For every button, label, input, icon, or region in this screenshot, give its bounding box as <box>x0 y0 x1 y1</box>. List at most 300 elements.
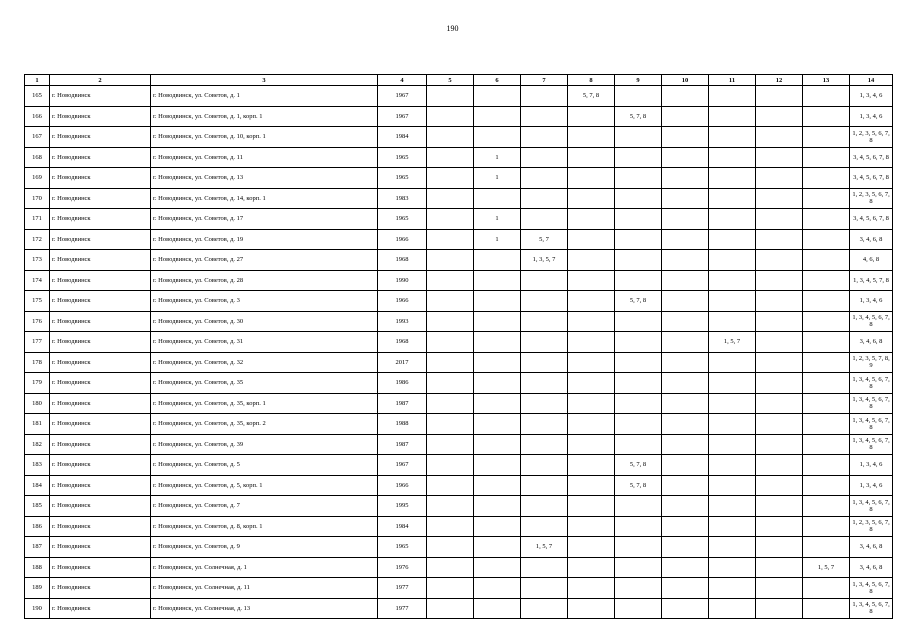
table-cell <box>615 516 662 537</box>
table-cell <box>568 352 615 373</box>
table-cell <box>756 598 803 619</box>
table-cell: 1, 5, 7 <box>709 332 756 353</box>
table-cell: 177 <box>25 332 50 353</box>
table-cell <box>615 209 662 230</box>
table-cell: 1, 3, 4, 5, 6, 7, 8 <box>850 311 893 332</box>
table-cell <box>474 516 521 537</box>
table-cell <box>662 291 709 312</box>
table-cell <box>709 147 756 168</box>
table-cell: 165 <box>25 86 50 107</box>
table-cell: г. Новодвинск, ул. Солнечная, д. 11 <box>151 578 378 599</box>
table-cell <box>709 537 756 558</box>
table-cell <box>756 229 803 250</box>
table-cell: 1 <box>474 147 521 168</box>
table-row <box>25 496 893 517</box>
table-cell <box>427 578 474 599</box>
table-cell: г. Новодвинск, ул. Советов, д. 10, корп. 1 <box>151 127 378 148</box>
table-cell <box>756 291 803 312</box>
table-cell <box>803 332 850 353</box>
table-cell <box>474 352 521 373</box>
table-cell <box>709 578 756 599</box>
table-cell <box>474 127 521 148</box>
table-cell: 169 <box>25 168 50 189</box>
table-cell <box>568 168 615 189</box>
table-cell <box>709 414 756 435</box>
table-cell: 1 <box>474 229 521 250</box>
table-row <box>25 127 893 148</box>
table-row <box>25 373 893 394</box>
table-cell: 1965 <box>378 147 427 168</box>
table-cell <box>756 475 803 496</box>
table-cell <box>474 475 521 496</box>
table-cell: г. Новодвинск, ул. Советов, д. 11 <box>151 147 378 168</box>
table-cell <box>427 311 474 332</box>
table-cell: 174 <box>25 270 50 291</box>
table-cell <box>615 270 662 291</box>
table-cell: г. Новодвинск, ул. Советов, д. 13 <box>151 168 378 189</box>
table-cell: 1968 <box>378 250 427 271</box>
table-cell <box>803 578 850 599</box>
table-cell <box>709 291 756 312</box>
table-cell: 1, 5, 7 <box>803 557 850 578</box>
table-cell <box>615 147 662 168</box>
table-cell: г. Новодвинск <box>50 229 151 250</box>
table-cell <box>662 598 709 619</box>
table-cell <box>709 598 756 619</box>
column-header: 13 <box>803 75 850 86</box>
table-row <box>25 455 893 476</box>
table-cell <box>427 434 474 455</box>
table-cell: 1986 <box>378 373 427 394</box>
table-cell <box>427 127 474 148</box>
table-cell: 5, 7, 8 <box>615 455 662 476</box>
table-cell <box>756 188 803 209</box>
table-cell <box>568 291 615 312</box>
table-body <box>25 86 893 619</box>
table-cell: 1, 2, 3, 5, 7, 8, 9 <box>850 352 893 373</box>
table-cell <box>521 516 568 537</box>
table-cell <box>568 598 615 619</box>
table-cell: г. Новодвинск <box>50 557 151 578</box>
table-cell: 1990 <box>378 270 427 291</box>
table-cell: 4, 6, 8 <box>850 250 893 271</box>
table-cell <box>568 496 615 517</box>
table-cell <box>427 475 474 496</box>
table-cell: 175 <box>25 291 50 312</box>
table-cell: г. Новодвинск <box>50 352 151 373</box>
column-header: 4 <box>378 75 427 86</box>
register-table <box>24 74 893 619</box>
table-cell <box>521 332 568 353</box>
table-cell <box>709 434 756 455</box>
table-cell <box>568 455 615 476</box>
table-cell: 1, 2, 3, 5, 6, 7, 8 <box>850 516 893 537</box>
table-cell: 1977 <box>378 598 427 619</box>
table-row <box>25 578 893 599</box>
table-cell: 1967 <box>378 86 427 107</box>
table-cell <box>803 516 850 537</box>
table-row <box>25 311 893 332</box>
table-cell: г. Новодвинск <box>50 168 151 189</box>
table-cell <box>427 373 474 394</box>
table-cell <box>521 127 568 148</box>
table-cell: г. Новодвинск, ул. Советов, д. 32 <box>151 352 378 373</box>
table-row <box>25 352 893 373</box>
table-cell <box>803 537 850 558</box>
table-cell <box>709 106 756 127</box>
table-cell: 1968 <box>378 332 427 353</box>
table-cell: 182 <box>25 434 50 455</box>
table-cell: 1, 2, 3, 5, 6, 7, 8 <box>850 188 893 209</box>
table-cell <box>615 311 662 332</box>
table-cell: 3, 4, 6, 8 <box>850 557 893 578</box>
table-cell <box>662 352 709 373</box>
table-cell: 1987 <box>378 393 427 414</box>
table-cell <box>474 414 521 435</box>
table-cell <box>568 475 615 496</box>
table-cell <box>427 496 474 517</box>
table-cell <box>756 270 803 291</box>
table-cell: 1965 <box>378 537 427 558</box>
table-cell <box>521 147 568 168</box>
table-cell: 1, 3, 4, 6 <box>850 455 893 476</box>
table-cell: 1967 <box>378 106 427 127</box>
table-cell: г. Новодвинск, ул. Советов, д. 8, корп. 1 <box>151 516 378 537</box>
table-cell <box>427 537 474 558</box>
table-row <box>25 291 893 312</box>
table-cell <box>568 373 615 394</box>
table-cell <box>521 475 568 496</box>
table-cell <box>662 209 709 230</box>
table-cell: г. Новодвинск <box>50 188 151 209</box>
table-cell <box>474 557 521 578</box>
table-cell <box>521 434 568 455</box>
table-cell <box>756 147 803 168</box>
table-cell: 1993 <box>378 311 427 332</box>
table-cell: г. Новодвинск, ул. Советов, д. 35, корп. 1 <box>151 393 378 414</box>
table-cell <box>756 557 803 578</box>
table-cell: г. Новодвинск <box>50 578 151 599</box>
table-cell: 5, 7, 8 <box>615 291 662 312</box>
table-row <box>25 557 893 578</box>
table-cell <box>521 557 568 578</box>
table-cell <box>615 229 662 250</box>
table-cell <box>521 393 568 414</box>
table-cell: г. Новодвинск <box>50 311 151 332</box>
table-cell <box>568 537 615 558</box>
table-row <box>25 414 893 435</box>
table-cell: 3, 4, 6, 8 <box>850 229 893 250</box>
table-cell <box>474 291 521 312</box>
table-cell <box>568 578 615 599</box>
table-cell <box>521 168 568 189</box>
table-cell: г. Новодвинск, ул. Советов, д. 39 <box>151 434 378 455</box>
table-cell <box>568 147 615 168</box>
table-cell: 1 <box>474 209 521 230</box>
table-cell <box>615 168 662 189</box>
table-cell <box>521 86 568 107</box>
table-cell <box>427 455 474 476</box>
table-cell <box>803 455 850 476</box>
table-cell <box>427 557 474 578</box>
table-cell: г. Новодвинск <box>50 434 151 455</box>
table-cell <box>568 557 615 578</box>
table-cell <box>662 578 709 599</box>
table-cell <box>662 496 709 517</box>
table-cell: 3, 4, 5, 6, 7, 8 <box>850 209 893 230</box>
table-cell: 1965 <box>378 168 427 189</box>
table-cell <box>709 496 756 517</box>
table-cell <box>756 434 803 455</box>
table-cell <box>474 496 521 517</box>
table-cell: 1966 <box>378 475 427 496</box>
table-cell <box>521 188 568 209</box>
column-header: 5 <box>427 75 474 86</box>
table-cell: г. Новодвинск <box>50 598 151 619</box>
table-cell <box>521 373 568 394</box>
table-cell: 187 <box>25 537 50 558</box>
table-cell: 3, 4, 6, 8 <box>850 332 893 353</box>
table-cell: г. Новодвинск, ул. Советов, д. 35, корп. 2 <box>151 414 378 435</box>
table-cell: г. Новодвинск <box>50 106 151 127</box>
header-row <box>25 75 893 86</box>
table-cell <box>803 229 850 250</box>
table-cell: г. Новодвинск <box>50 516 151 537</box>
table-cell <box>709 516 756 537</box>
table-cell <box>756 352 803 373</box>
table-cell <box>474 537 521 558</box>
table-cell: 181 <box>25 414 50 435</box>
table-cell: 1984 <box>378 127 427 148</box>
table-cell <box>615 373 662 394</box>
table-cell <box>568 434 615 455</box>
table-cell <box>568 270 615 291</box>
table-cell <box>427 147 474 168</box>
table-cell <box>615 332 662 353</box>
table-cell: г. Новодвинск, ул. Советов, д. 28 <box>151 270 378 291</box>
table-cell: г. Новодвинск <box>50 209 151 230</box>
table-cell <box>427 188 474 209</box>
table-cell: г. Новодвинск <box>50 496 151 517</box>
table-cell <box>803 414 850 435</box>
table-cell: 1966 <box>378 229 427 250</box>
table-cell <box>521 352 568 373</box>
table-cell <box>662 229 709 250</box>
table-cell: 1976 <box>378 557 427 578</box>
table-row <box>25 332 893 353</box>
table-cell <box>803 311 850 332</box>
table-cell <box>756 496 803 517</box>
column-header: 6 <box>474 75 521 86</box>
table-cell: 168 <box>25 147 50 168</box>
table-cell <box>662 537 709 558</box>
table-cell: 183 <box>25 455 50 476</box>
table-cell: 180 <box>25 393 50 414</box>
table-cell <box>474 393 521 414</box>
table-cell: г. Новодвинск <box>50 373 151 394</box>
table-cell <box>709 373 756 394</box>
table-cell <box>474 434 521 455</box>
table-cell <box>474 332 521 353</box>
table-cell: г. Новодвинск <box>50 537 151 558</box>
table-cell <box>427 291 474 312</box>
table-cell <box>709 188 756 209</box>
table-cell <box>756 414 803 435</box>
table-cell <box>756 516 803 537</box>
table-cell: 1, 3, 4, 6 <box>850 86 893 107</box>
table-cell: г. Новодвинск, ул. Советов, д. 27 <box>151 250 378 271</box>
table-cell: г. Новодвинск, ул. Советов, д. 17 <box>151 209 378 230</box>
table-cell <box>568 516 615 537</box>
table-cell <box>803 393 850 414</box>
table-cell <box>662 393 709 414</box>
table-cell: г. Новодвинск <box>50 291 151 312</box>
table-cell <box>568 250 615 271</box>
table-row <box>25 434 893 455</box>
table-cell <box>615 188 662 209</box>
table-cell: 178 <box>25 352 50 373</box>
table-cell: 166 <box>25 106 50 127</box>
table-cell: 2017 <box>378 352 427 373</box>
table-cell <box>521 578 568 599</box>
table-cell <box>427 250 474 271</box>
table-cell: 1, 3, 4, 5, 6, 7, 8 <box>850 598 893 619</box>
table-cell <box>803 475 850 496</box>
table-cell <box>756 578 803 599</box>
column-header: 9 <box>615 75 662 86</box>
table-cell <box>803 106 850 127</box>
table-cell: 173 <box>25 250 50 271</box>
table-cell <box>615 352 662 373</box>
table-cell: г. Новодвинск, ул. Солнечная, д. 1 <box>151 557 378 578</box>
table-cell: 3, 4, 5, 6, 7, 8 <box>850 168 893 189</box>
table-cell <box>662 311 709 332</box>
table-cell: 190 <box>25 598 50 619</box>
table-cell <box>568 414 615 435</box>
table-cell: 1984 <box>378 516 427 537</box>
table-cell: г. Новодвинск, ул. Советов, д. 31 <box>151 332 378 353</box>
table-cell <box>568 393 615 414</box>
table-cell <box>662 557 709 578</box>
table-cell: г. Новодвинск <box>50 127 151 148</box>
table-cell: 5, 7, 8 <box>615 106 662 127</box>
table-cell <box>709 229 756 250</box>
table-cell: 1, 2, 3, 5, 6, 7, 8 <box>850 127 893 148</box>
table-cell <box>521 270 568 291</box>
table-cell: 1, 3, 4, 6 <box>850 291 893 312</box>
table-cell <box>568 311 615 332</box>
table-cell <box>803 598 850 619</box>
table-cell <box>756 311 803 332</box>
table-cell: г. Новодвинск, ул. Советов, д. 19 <box>151 229 378 250</box>
table-cell <box>427 209 474 230</box>
table-row <box>25 188 893 209</box>
table-cell: г. Новодвинск <box>50 250 151 271</box>
table-row <box>25 86 893 107</box>
table-row <box>25 270 893 291</box>
table-cell <box>521 598 568 619</box>
table-cell: г. Новодвинск <box>50 475 151 496</box>
table-cell <box>709 393 756 414</box>
column-header: 3 <box>151 75 378 86</box>
table-cell <box>521 209 568 230</box>
table-cell <box>615 496 662 517</box>
table-cell <box>662 127 709 148</box>
table-cell: 186 <box>25 516 50 537</box>
table-cell: 1 <box>474 168 521 189</box>
table-cell <box>756 86 803 107</box>
page-number: 190 <box>446 24 459 33</box>
table-cell: 176 <box>25 311 50 332</box>
table-cell <box>709 455 756 476</box>
table-cell <box>474 270 521 291</box>
table-cell <box>662 475 709 496</box>
table-cell: г. Новодвинск, ул. Советов, д. 9 <box>151 537 378 558</box>
column-header: 10 <box>662 75 709 86</box>
table-cell <box>427 229 474 250</box>
table-cell <box>474 455 521 476</box>
table-cell <box>803 434 850 455</box>
table-cell <box>662 373 709 394</box>
table-cell <box>662 516 709 537</box>
table-cell: 1995 <box>378 496 427 517</box>
table-cell <box>709 86 756 107</box>
table-row <box>25 393 893 414</box>
table-cell <box>662 188 709 209</box>
table-cell <box>568 209 615 230</box>
table-cell: г. Новодвинск <box>50 147 151 168</box>
table-row <box>25 475 893 496</box>
table-cell <box>427 598 474 619</box>
table-cell: 1988 <box>378 414 427 435</box>
table-cell <box>615 250 662 271</box>
table-cell <box>709 311 756 332</box>
table-cell <box>615 86 662 107</box>
table-cell <box>427 106 474 127</box>
table-cell <box>709 168 756 189</box>
table-cell <box>615 414 662 435</box>
table-row <box>25 516 893 537</box>
table-cell <box>568 106 615 127</box>
table-cell <box>474 106 521 127</box>
table-cell <box>803 209 850 230</box>
table-cell: г. Новодвинск <box>50 393 151 414</box>
column-header: 14 <box>850 75 893 86</box>
table-cell <box>521 311 568 332</box>
table-cell: г. Новодвинск, ул. Советов, д. 7 <box>151 496 378 517</box>
table-cell: 1, 3, 5, 7 <box>521 250 568 271</box>
table-cell: 189 <box>25 578 50 599</box>
table-cell: 1967 <box>378 455 427 476</box>
table-cell <box>662 250 709 271</box>
table-cell: 1, 3, 4, 6 <box>850 106 893 127</box>
table-cell: 5, 7, 8 <box>615 475 662 496</box>
table-cell <box>474 578 521 599</box>
table-cell <box>662 455 709 476</box>
table-cell: 185 <box>25 496 50 517</box>
table-cell: 184 <box>25 475 50 496</box>
table-cell <box>803 291 850 312</box>
table-cell <box>474 373 521 394</box>
table-cell <box>803 127 850 148</box>
table-cell: 1, 3, 4, 5, 7, 8 <box>850 270 893 291</box>
table-row <box>25 106 893 127</box>
table-row <box>25 147 893 168</box>
table-cell <box>474 86 521 107</box>
table-cell: г. Новодвинск, ул. Солнечная, д. 13 <box>151 598 378 619</box>
table-cell: 3, 4, 5, 6, 7, 8 <box>850 147 893 168</box>
table-row <box>25 168 893 189</box>
